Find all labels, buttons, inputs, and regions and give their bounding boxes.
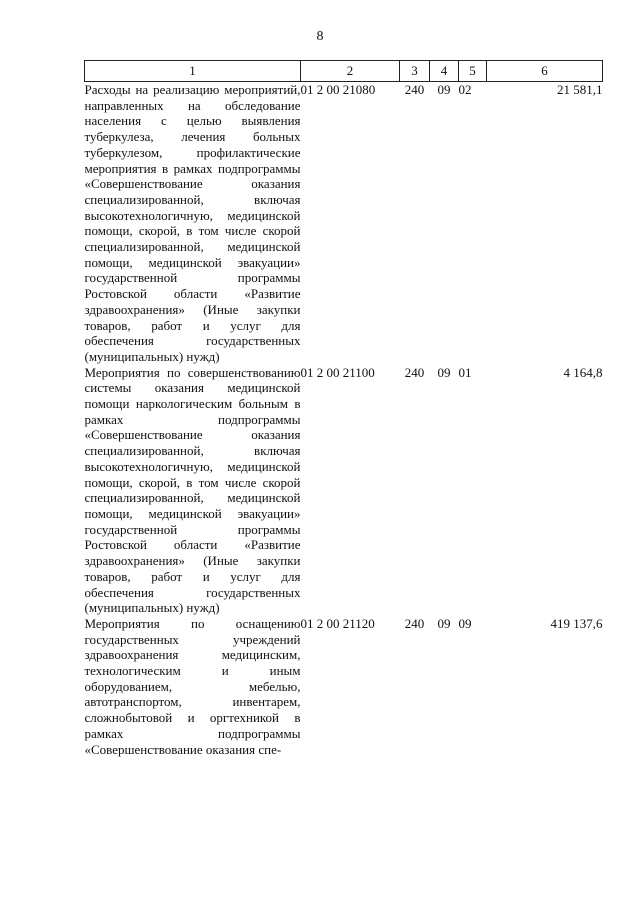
row-amount: 21 581,1 <box>557 82 603 97</box>
row-subsection: 01 <box>458 364 472 380</box>
row-amount: 419 137,6 <box>550 615 603 631</box>
row-target-code: 01 2 00 21100 <box>300 364 375 380</box>
column-header-5: 5 <box>459 61 487 82</box>
table-row <box>85 616 603 757</box>
table-row <box>85 365 603 616</box>
column-header-6: 6 <box>487 61 603 82</box>
row-section: 09 <box>437 82 451 97</box>
column-header-3: 3 <box>400 61 430 82</box>
page-number: 8 <box>316 29 324 44</box>
row-section: 09 <box>437 364 451 380</box>
column-header-1: 1 <box>85 61 301 82</box>
row-amount: 4 164,8 <box>563 364 603 380</box>
row-description: Расходы на реализацию мероприятий, направленных на обследование населения с целью выявления туберкулеза, лечения больных туберкулезом, профилактические мероприятия в рамках подпрограммы «Совершенствование оказания специализированной, включая высокотехнологичную, медицинской помощи, скорой, в том числе скорой специализированной, медицинской помощи, медицинской эвакуации» государственной программы Ростовской области «Развитие здравоохранения» (Иные закупки товаров, работ и услуг для обеспечения государственных (муниципальных) нужд) <box>84 82 301 364</box>
budget-table <box>84 60 603 757</box>
row-expense-type: 240 <box>404 615 425 631</box>
column-header-4: 4 <box>430 61 459 82</box>
row-target-code: 01 2 00 21120 <box>300 615 375 631</box>
row-section: 09 <box>437 615 451 631</box>
column-header-2: 2 <box>301 61 400 82</box>
row-expense-type: 240 <box>404 364 425 380</box>
row-subsection: 09 <box>458 615 472 631</box>
row-description: Мероприятия по совершенствованию системы оказания медицинской помощи наркологическим больным в рамках подпрограммы «Совершенствование оказания специализированной, включая высокотехнологичную, медицинской помощи, скорой, в том числе скорой специализированной, медицинской помощи, медицинской эвакуации» государственной программы Ростовской области «Развитие здравоохранения» (Иные закупки товаров, работ и услуг для обеспечения государственных (муниципальных) нужд) <box>84 364 301 616</box>
row-target-code: 01 2 00 21080 <box>300 82 376 97</box>
row-subsection: 02 <box>458 82 472 97</box>
table-header-row <box>85 61 603 82</box>
row-expense-type: 240 <box>404 82 425 97</box>
table-row <box>85 82 603 365</box>
row-description: Мероприятия по оснащению государственных учреждений здравоохранения медицинским, технологическим и иным оборудованием, мебелью, автотранспортом, инвентарем, сложнобытовой и оргтехникой в рамках подпрограммы «Совершенствование оказания спе- <box>84 615 301 757</box>
